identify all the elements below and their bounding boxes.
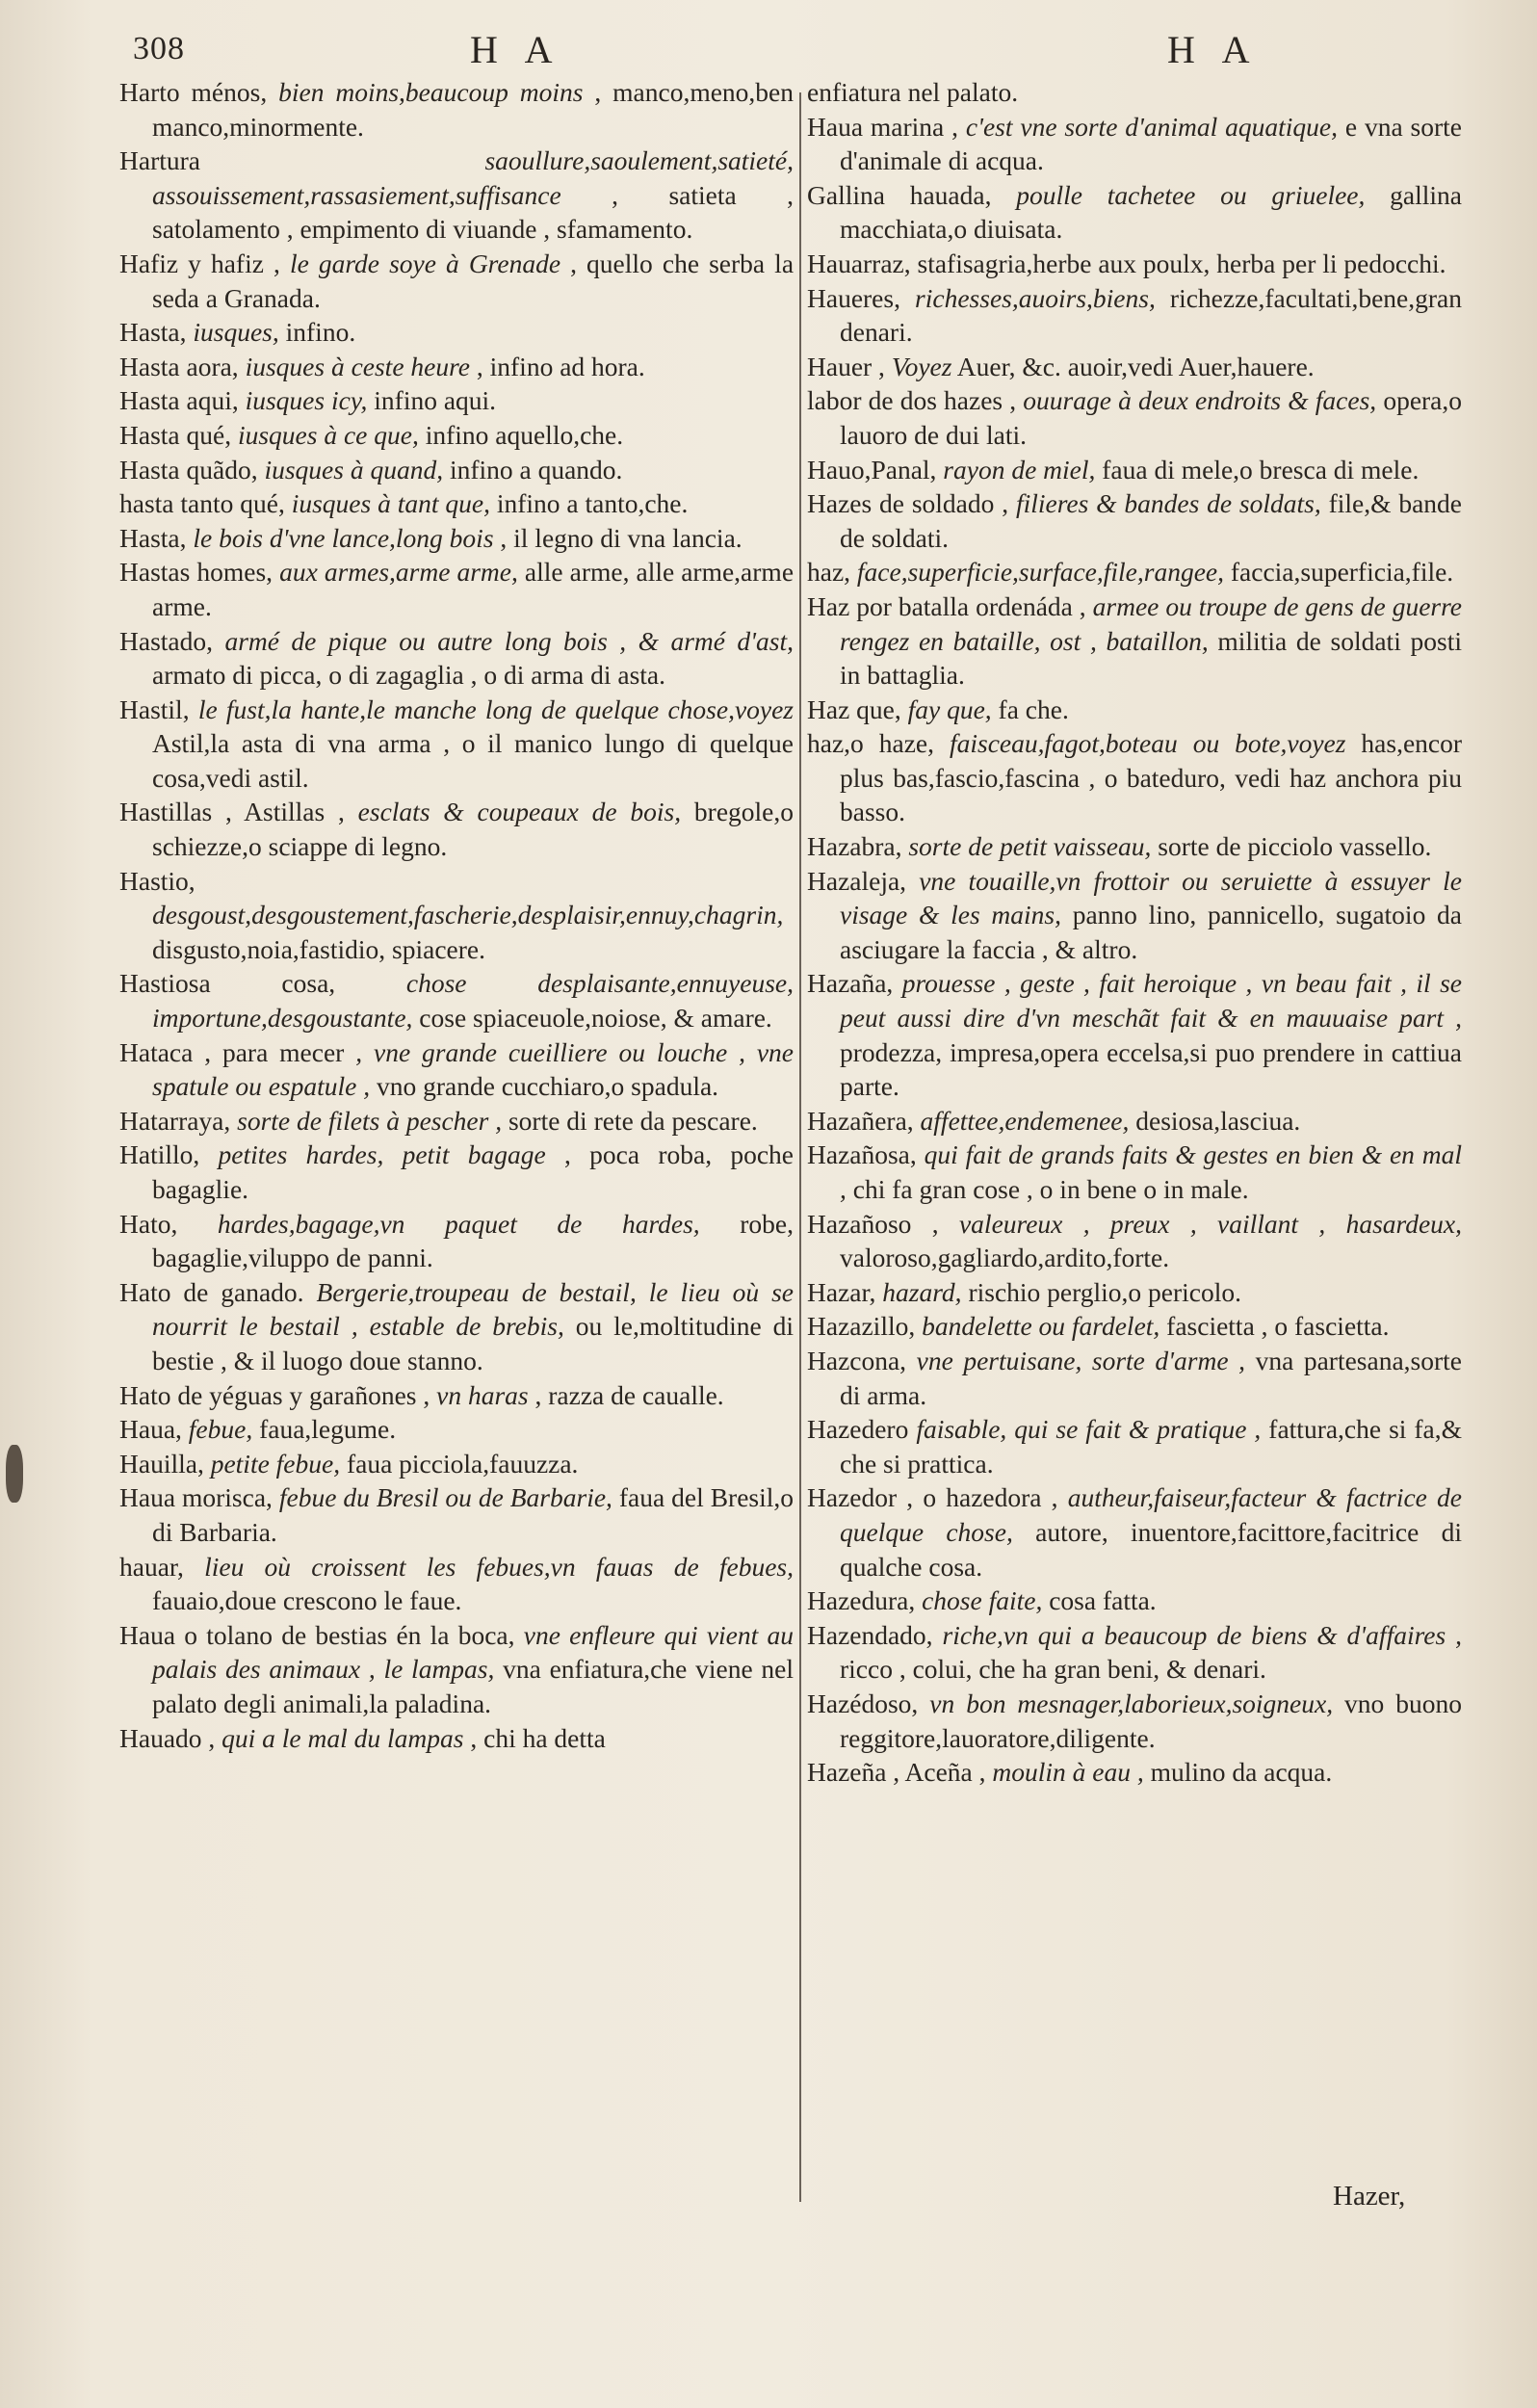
dictionary-entry bbox=[807, 555, 1462, 589]
headword: Haua, bbox=[119, 1414, 182, 1445]
dictionary-entry bbox=[119, 1412, 794, 1447]
dictionary-entry bbox=[119, 144, 794, 247]
dictionary-entry bbox=[807, 1755, 1462, 1790]
column-divider bbox=[799, 92, 801, 2202]
italian-gloss: robe, bagaglie,viluppo de panni. bbox=[152, 1208, 794, 1273]
italian-gloss: rischio perglio,o pericolo. bbox=[968, 1276, 1242, 1307]
italian-gloss: bregole,o schiezze,o sciappe di legno. bbox=[152, 797, 794, 862]
headword: Hazañoso , bbox=[807, 1208, 939, 1239]
dictionary-entry bbox=[119, 864, 794, 967]
headword: Hafiz y hafiz , bbox=[119, 248, 280, 278]
right-column bbox=[807, 75, 1462, 2194]
headword: Hauilla, bbox=[119, 1448, 204, 1479]
headword: haz, bbox=[807, 557, 851, 588]
page-number: 308 bbox=[133, 31, 185, 66]
catchword: Hazer, bbox=[1333, 2181, 1406, 2212]
headword: Hastas homes, bbox=[119, 557, 274, 588]
headword: Hazaleja, bbox=[807, 865, 907, 896]
dictionary-entry bbox=[119, 1275, 794, 1378]
dictionary-entry bbox=[119, 1138, 794, 1206]
french-gloss: riche,vn qui a beaucoup de biens & d'affaires , bbox=[942, 1619, 1462, 1650]
headword: Haueres, bbox=[807, 282, 900, 313]
french-gloss: sorte de petit vaisseau, bbox=[908, 831, 1152, 862]
dictionary-entry bbox=[119, 1104, 794, 1139]
dictionary-entry bbox=[807, 247, 1462, 281]
headword: Hasta, bbox=[119, 522, 187, 553]
headword: Hatarraya, bbox=[119, 1105, 231, 1136]
french-gloss: filieres & bandes de soldats, bbox=[1015, 488, 1321, 519]
dictionary-entry bbox=[119, 315, 794, 350]
dictionary-entry bbox=[807, 864, 1462, 967]
french-gloss: vn haras bbox=[436, 1379, 529, 1410]
french-gloss: rayon de miel, bbox=[943, 454, 1096, 484]
italian-gloss: sorte de picciolo vassello. bbox=[1158, 831, 1432, 862]
french-gloss: faisceau,fagot,boteau ou bote,voyez bbox=[949, 728, 1346, 759]
dictionary-entry bbox=[807, 1104, 1462, 1139]
french-gloss: hazard, bbox=[882, 1276, 962, 1307]
italian-gloss: infino a tanto,che. bbox=[496, 488, 689, 519]
headword: Hazedero bbox=[807, 1414, 909, 1445]
headword: Hato, bbox=[119, 1208, 178, 1239]
italian-gloss: , razza de caualle. bbox=[534, 1379, 724, 1410]
dictionary-entry bbox=[807, 1207, 1462, 1275]
headword: Harto ménos, bbox=[119, 77, 268, 107]
dictionary-entry bbox=[807, 1275, 1462, 1310]
headword: Hasta, bbox=[119, 317, 187, 348]
dictionary-entry bbox=[119, 418, 794, 453]
headword: Hato de yéguas y garañones , bbox=[119, 1379, 430, 1410]
italian-gloss: valoroso,gagliardo,ardito,forte. bbox=[840, 1243, 1170, 1273]
italian-gloss: panno lino, pannicello, sugatoio da asciugare la faccia , & altro. bbox=[840, 900, 1462, 964]
dictionary-entry bbox=[807, 1309, 1462, 1344]
french-gloss: ouurage à deux endroits & faces, bbox=[1023, 385, 1377, 416]
running-head-left: H A bbox=[470, 28, 562, 71]
italian-gloss: ou le,moltitudine di bestie , & il luogo doue stanno. bbox=[152, 1311, 794, 1375]
headword: Hasta aora, bbox=[119, 351, 239, 381]
dictionary-entry bbox=[119, 1378, 794, 1413]
headword: Hazédoso, bbox=[807, 1688, 919, 1718]
dictionary-entry bbox=[119, 1035, 794, 1104]
french-gloss: vne touaille,vn frottoir ou seruiette à essuyer le visage & les mains, bbox=[840, 865, 1462, 930]
french-gloss: vne enfleure qui vient au palais des animaux , le lampas, bbox=[152, 1619, 794, 1685]
french-gloss: le fust,la hante,le manche long de quelque chose,voyez bbox=[197, 694, 794, 724]
italian-gloss: infino a quando. bbox=[449, 454, 623, 484]
dictionary-entry bbox=[119, 1618, 794, 1721]
italian-gloss: ricco , colui, che ha gran beni, & denari. bbox=[840, 1654, 1266, 1685]
dictionary-entry bbox=[119, 1207, 794, 1275]
french-gloss: hardes,bagage,vn paquet de hardes, bbox=[217, 1208, 700, 1239]
dictionary-entry bbox=[119, 795, 794, 863]
italian-gloss: sorte di rete da pescare. bbox=[508, 1105, 758, 1136]
headword: Hazedor , o hazedora , bbox=[807, 1482, 1058, 1513]
headword: Hato de ganado. bbox=[119, 1276, 304, 1307]
dictionary-entry bbox=[807, 1618, 1462, 1687]
french-gloss: qui a le mal du lampas bbox=[221, 1722, 464, 1753]
italian-gloss: armato di picca, o di zagaglia , o di arma di asta. bbox=[152, 660, 665, 691]
dictionary-entry bbox=[807, 1344, 1462, 1412]
headword: Hasta qué, bbox=[119, 419, 232, 450]
french-gloss: prouesse , geste , fait heroique , vn beau fait , il se peut aussi dire d'vn meschãt fait & en mauuaise part , bbox=[840, 968, 1462, 1034]
dictionary-entry bbox=[807, 486, 1462, 555]
italian-gloss: , poca roba, poche bagaglie. bbox=[152, 1139, 794, 1204]
italian-gloss: mulino da acqua. bbox=[1150, 1757, 1333, 1788]
italian-gloss: richezze,facultati,bene,gran denari. bbox=[840, 282, 1462, 348]
headword: Hazabra, bbox=[807, 831, 902, 862]
headword: Hazes de soldado , bbox=[807, 488, 1009, 519]
italian-gloss: , manco,meno,ben manco,minormente. bbox=[152, 77, 794, 142]
dictionary-entry bbox=[119, 555, 794, 623]
french-gloss: chose desplaisante,ennuyeuse, importune,desgoustante, bbox=[152, 968, 794, 1034]
french-gloss: fay que, bbox=[907, 694, 992, 724]
headword: Haua marina , bbox=[807, 111, 958, 142]
left-column bbox=[119, 75, 794, 2194]
headword: Hazendado, bbox=[807, 1619, 933, 1650]
headword: hauar, bbox=[119, 1551, 184, 1582]
italian-gloss: prodezza, impresa,opera eccelsa,si puo prendere in cattiua parte. bbox=[840, 1036, 1462, 1102]
headword: Hastil, bbox=[119, 694, 190, 724]
french-gloss: autheur,faiseur,facteur & factrice de quelque chose, bbox=[840, 1482, 1462, 1547]
headword: Hauado , bbox=[119, 1722, 216, 1753]
italian-gloss: Auer, &c. auoir,vedi Auer,hauere. bbox=[956, 351, 1315, 381]
italian-gloss: militia de soldati posti in battaglia. bbox=[840, 625, 1462, 691]
french-gloss: sorte de filets à pescher , bbox=[237, 1105, 503, 1136]
headword: Hartura bbox=[119, 145, 200, 176]
french-gloss: febue, bbox=[188, 1414, 253, 1445]
italian-gloss: autore, inuentore,facittore,facitrice di qualche cosa. bbox=[840, 1516, 1462, 1582]
italian-gloss: , quello che serba la seda a Granada. bbox=[152, 248, 794, 313]
italian-gloss: disgusto,noia,fastidio, spiacere. bbox=[152, 933, 485, 964]
headword: Hastio, bbox=[119, 865, 195, 896]
italian-gloss: Astil,la asta di vna arma , o il manico lungo di quelque cosa,vedi astil. bbox=[152, 728, 794, 793]
dictionary-entry bbox=[807, 1584, 1462, 1618]
french-gloss: chose faite, bbox=[922, 1585, 1043, 1616]
dictionary-entry bbox=[119, 1480, 794, 1549]
italian-gloss: vna partesana,sorte di arma. bbox=[840, 1345, 1462, 1410]
italian-gloss: faua di mele,o bresca di mele. bbox=[1102, 454, 1420, 484]
french-gloss: saoullure,saoulement,satieté, assouissement,rassasiement,suffisance bbox=[152, 145, 794, 210]
french-gloss: desgoust,desgoustement,fascherie,desplaisir,ennuy,chagrin, bbox=[152, 900, 784, 930]
dictionary-entry bbox=[119, 453, 794, 487]
french-gloss: le garde soye à Grenade bbox=[289, 248, 561, 278]
french-gloss: Voyez bbox=[891, 351, 952, 381]
headword: Haua morisca, bbox=[119, 1482, 273, 1513]
italian-gloss: stafisagria,herbe aux poulx, herba per li pedocchi. bbox=[917, 248, 1446, 278]
headword: Hazcona, bbox=[807, 1345, 907, 1375]
dictionary-entry bbox=[807, 281, 1462, 350]
italian-gloss: faua,legume. bbox=[259, 1414, 397, 1445]
dictionary-entry bbox=[807, 726, 1462, 829]
headword: Hazedura, bbox=[807, 1585, 916, 1616]
dictionary-entry bbox=[807, 350, 1462, 384]
italian-gloss: cose spiaceuole,noiose, & amare. bbox=[419, 1003, 772, 1034]
italian-gloss: fascietta , o fascietta. bbox=[1166, 1311, 1390, 1342]
headword: Hastillas , Astillas , bbox=[119, 797, 345, 827]
italian-gloss: fa che. bbox=[998, 694, 1069, 724]
headword: Hazañera, bbox=[807, 1105, 914, 1136]
dictionary-entry bbox=[119, 247, 794, 315]
italian-gloss: infino aquello,che. bbox=[425, 419, 624, 450]
page-header bbox=[0, 27, 1537, 75]
french-gloss: esclats & coupeaux de bois, bbox=[357, 797, 682, 827]
italian-gloss: alle arme, alle arme,arme arme. bbox=[152, 557, 794, 621]
french-gloss: bien moins,beaucoup moins bbox=[278, 77, 584, 107]
french-gloss: c'est vne sorte d'animal aquatique, bbox=[965, 111, 1339, 142]
french-gloss: petite febue, bbox=[210, 1448, 341, 1479]
french-gloss: armee ou troupe de gens de guerre rengez en bataille, ost , bataillon, bbox=[840, 590, 1462, 656]
french-gloss: vn bon mesnager,laborieux,soigneux, bbox=[929, 1688, 1334, 1718]
headword: Hasta quãdo, bbox=[119, 454, 258, 484]
dictionary-entry bbox=[807, 829, 1462, 864]
headword: Hauarraz, bbox=[807, 248, 911, 278]
headword: Hataca , para mecer bbox=[119, 1036, 345, 1067]
italian-gloss: cosa fatta. bbox=[1049, 1585, 1157, 1616]
french-gloss: iusques à quand, bbox=[264, 454, 444, 484]
dictionary-entry bbox=[807, 1480, 1462, 1584]
dictionary-entry bbox=[119, 383, 794, 418]
french-gloss: petites hardes, petit bagage bbox=[218, 1139, 546, 1170]
headword: Gallina hauada, bbox=[807, 179, 992, 210]
italian-gloss: , satieta , satolamento , empimento di viuande , sfamamento. bbox=[152, 179, 794, 245]
dictionary-entry bbox=[119, 966, 794, 1034]
french-gloss: , vne grande cueilliere ou louche , vne spatule ou espatule , bbox=[152, 1036, 794, 1102]
french-gloss: iusques à ce que, bbox=[237, 419, 419, 450]
dictionary-entry bbox=[807, 1138, 1462, 1206]
headword: Hazazillo, bbox=[807, 1311, 916, 1342]
headword: Haz por batalla ordenáda , bbox=[807, 590, 1086, 621]
dictionary-entry bbox=[807, 383, 1462, 452]
dictionary-entry bbox=[807, 178, 1462, 247]
headword: Haua o tolano de bestias én la boca, bbox=[119, 1619, 515, 1650]
dictionary-entry bbox=[119, 624, 794, 693]
dictionary-entry bbox=[119, 350, 794, 384]
french-gloss: armé de pique ou autre long bois , & armé d'ast, bbox=[224, 625, 794, 656]
headword: Hatillo, bbox=[119, 1139, 200, 1170]
french-gloss: febue du Bresil ou de Barbarie, bbox=[278, 1482, 612, 1513]
dictionary-entry bbox=[807, 1687, 1462, 1755]
headword: Hastiosa cosa, bbox=[119, 968, 336, 999]
french-gloss: affettee,endemenee, bbox=[920, 1105, 1130, 1136]
french-gloss: iusques, bbox=[193, 317, 279, 348]
french-gloss: lieu où croissent les febues,vn fauas de febues, bbox=[204, 1551, 794, 1582]
french-gloss: moulin à eau , bbox=[992, 1757, 1144, 1788]
french-gloss: bandelette ou fardelet, bbox=[922, 1311, 1160, 1342]
headword: Hasta aqui, bbox=[119, 385, 239, 416]
italian-gloss: enfiatura nel palato. bbox=[807, 77, 1019, 107]
headword: Haz que, bbox=[807, 694, 901, 724]
italian-gloss: , il legno di vna lancia. bbox=[500, 522, 742, 553]
french-gloss: iusques icy, bbox=[245, 385, 368, 416]
headword: Hauer , bbox=[807, 351, 885, 381]
italian-gloss: fattura,che si fa,& che si prattica. bbox=[840, 1414, 1462, 1479]
running-head-right: H A bbox=[1167, 28, 1260, 71]
headword: haz,o haze, bbox=[807, 728, 934, 759]
headword: Hastado, bbox=[119, 625, 213, 656]
headword: Hazar, bbox=[807, 1276, 876, 1307]
dictionary-entry bbox=[807, 693, 1462, 727]
french-gloss: Bergerie,troupeau de bestail, le lieu où se nourrit le bestail , estable de brebis, bbox=[152, 1276, 794, 1342]
dictionary-entry bbox=[807, 75, 1462, 110]
dictionary-entry bbox=[119, 1550, 794, 1618]
french-gloss: iusques à ceste heure bbox=[245, 351, 470, 381]
italian-gloss: opera,o lauoro de dui lati. bbox=[840, 385, 1462, 450]
french-gloss: richesses,auoirs,biens, bbox=[915, 282, 1156, 313]
italian-gloss: e vna sorte d'animale di acqua. bbox=[840, 111, 1462, 176]
headword: Hazeña , Aceña , bbox=[807, 1757, 986, 1788]
italian-gloss: vno grande cucchiaro,o spadula. bbox=[376, 1071, 719, 1102]
dictionary-entry bbox=[807, 110, 1462, 178]
dictionary-entry bbox=[807, 1412, 1462, 1480]
headword: Hazañosa, bbox=[807, 1139, 917, 1170]
italian-gloss: infino. bbox=[285, 317, 356, 348]
dictionary-entry bbox=[119, 1447, 794, 1481]
french-gloss: qui fait de grands faits & gestes en bien & en mal , bbox=[840, 1139, 1462, 1204]
dictionary-entry bbox=[119, 486, 794, 521]
headword: Hauo,Panal, bbox=[807, 454, 937, 484]
ink-stain bbox=[6, 1445, 23, 1503]
french-gloss: poulle tachetee ou griuelee, bbox=[1016, 179, 1366, 210]
dictionary-entry bbox=[119, 521, 794, 556]
french-gloss: le bois d'vne lance,long bois bbox=[193, 522, 494, 553]
french-gloss: aux armes,arme arme, bbox=[279, 557, 518, 588]
italian-gloss: chi fa gran cose , o in bene o in male. bbox=[852, 1174, 1249, 1204]
italian-gloss: gallina macchiata,o diuisata. bbox=[840, 179, 1462, 245]
dictionary-entry bbox=[807, 966, 1462, 1103]
italian-gloss: , chi ha detta bbox=[470, 1722, 606, 1753]
italian-gloss: vna enfiatura,che viene nel palato degli animali,la paladina. bbox=[152, 1654, 794, 1718]
dictionary-entry bbox=[119, 693, 794, 796]
italian-gloss: faua picciola,fauuzza. bbox=[346, 1448, 579, 1479]
italian-gloss: faccia,superficia,file. bbox=[1230, 557, 1454, 588]
italian-gloss: vno buono reggitore,lauoratore,diligente. bbox=[840, 1688, 1462, 1753]
headword: Hazaña, bbox=[807, 968, 894, 999]
dictionary-entry bbox=[119, 75, 794, 144]
italian-gloss: faua del Bresil,o di Barbaria. bbox=[152, 1482, 794, 1547]
french-gloss: face,superficie,surface,file,rangee, bbox=[856, 557, 1224, 588]
dictionary-entry bbox=[807, 589, 1462, 693]
french-gloss: vne pertuisane, sorte d'arme , bbox=[916, 1345, 1246, 1375]
headword: hasta tanto qué, bbox=[119, 488, 285, 519]
french-gloss: valeureux , preux , vaillant , hasardeux, bbox=[958, 1208, 1462, 1239]
dictionary-entry bbox=[807, 453, 1462, 487]
french-gloss: iusques à tant que, bbox=[291, 488, 490, 519]
headword: labor de dos hazes , bbox=[807, 385, 1017, 416]
italian-gloss: desiosa,lasciua. bbox=[1135, 1105, 1301, 1136]
italian-gloss: infino aqui. bbox=[374, 385, 497, 416]
italian-gloss: file,& bande de soldati. bbox=[840, 488, 1462, 553]
french-gloss: faisable, qui se fait & pratique , bbox=[916, 1414, 1262, 1445]
italian-gloss: fauaio,doue crescono le faue. bbox=[152, 1585, 462, 1616]
italian-gloss: , infino ad hora. bbox=[476, 351, 645, 381]
dictionary-entry bbox=[119, 1721, 794, 1756]
italian-gloss: has,encor plus bas,fascio,fascina , o bateduro, vedi haz anchora piu basso. bbox=[840, 728, 1462, 827]
